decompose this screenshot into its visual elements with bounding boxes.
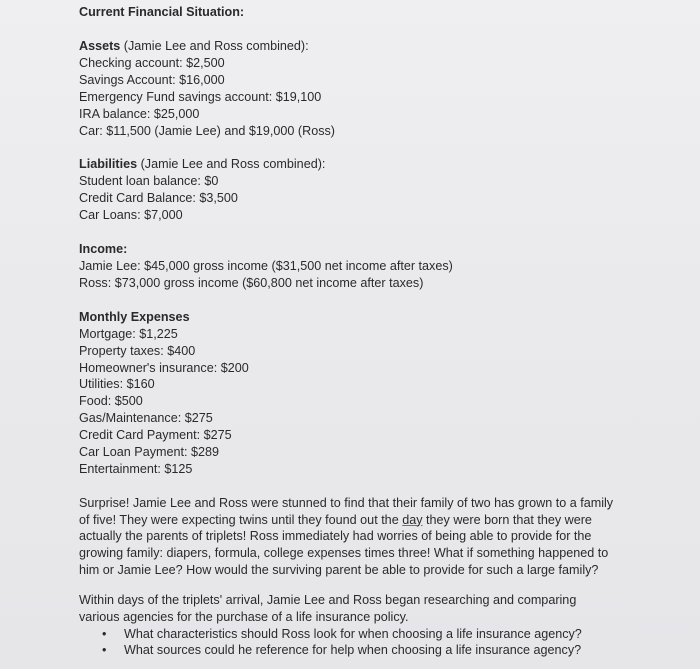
expenses-heading-line — [79, 309, 679, 326]
question-text: What sources could he reference for help when choosing a life insurance agency? — [124, 643, 582, 658]
income-item: Jamie Lee: $45,000 gross income ($31,500 net income after taxes) — [79, 258, 453, 273]
research-paragraph: Within days of the triplets' arrival, Jamie Lee and Ross began researching and comparing various agencies for the purchase of a life insurance policy. — [79, 593, 577, 625]
liabilities-subheading: (Jamie Lee and Ross combined): — [137, 157, 326, 172]
asset-item: Car: $11,500 (Jamie Lee) and $19,000 (Ross) — [79, 123, 335, 138]
question-text: What characteristics should Ross look for when choosing a life insurance agency? — [124, 626, 582, 641]
question-list — [79, 626, 679, 659]
liability-item: Car Loans: $7,000 — [79, 208, 183, 223]
story-text-part1: Surprise! Jamie Lee and Ross were stunned to find that their family of two has grown to a family of five! They were expecting twins until they found out the — [79, 495, 614, 527]
story-paragraph — [79, 495, 624, 579]
expense-item: Car Loan Payment: $289 — [79, 445, 220, 460]
expense-item: Gas/Maintenance: $275 — [79, 411, 213, 426]
income-item: Ross: $73,000 gross income ($60,800 net income after taxes) — [79, 275, 424, 290]
document-content — [79, 4, 679, 659]
expenses-section — [79, 309, 679, 478]
story-text-part2: they were born that they were actually the parents of triplets! Ross immediately had worries of being able to provide for the growing family: diapers, formula, college expenses times three! What if something happened to him or Jamie Lee? How would the surviving parent be able to provide for such a large family? — [79, 512, 609, 577]
asset-item: IRA balance: $25,000 — [79, 106, 200, 121]
page-title: Current Financial Situation: — [79, 5, 245, 19]
expense-item: Food: $500 — [79, 394, 143, 409]
liabilities-heading: Liabilities — [79, 157, 138, 172]
assets-heading: Assets — [79, 39, 121, 53]
list-item — [79, 642, 679, 659]
bullet-icon: • — [102, 626, 107, 641]
list-item — [79, 626, 679, 643]
asset-item: Savings Account: $16,000 — [79, 72, 225, 87]
expenses-heading: Monthly Expenses — [79, 309, 190, 324]
assets-subheading: (Jamie Lee and Ross combined): — [120, 39, 309, 53]
story-underlined-word: day — [402, 512, 423, 527]
assets-heading-line — [79, 38, 679, 55]
expense-item: Mortgage: $1,225 — [79, 326, 178, 341]
bullet-icon: • — [102, 643, 107, 658]
income-section — [79, 241, 679, 292]
assets-section — [79, 38, 679, 139]
asset-item: Checking account: $2,500 — [79, 55, 225, 70]
income-heading: Income: — [79, 242, 128, 257]
liability-item: Credit Card Balance: $3,500 — [79, 191, 238, 206]
expense-item: Credit Card Payment: $275 — [79, 428, 232, 443]
income-heading-line — [79, 241, 679, 258]
asset-item: Emergency Fund savings account: $19,100 — [79, 89, 322, 104]
expense-item: Property taxes: $400 — [79, 343, 196, 358]
liability-item: Student loan balance: $0 — [79, 174, 219, 189]
expense-item: Entertainment: $125 — [79, 461, 193, 476]
liabilities-heading-line — [79, 156, 679, 173]
expense-item: Homeowner's insurance: $200 — [79, 360, 249, 375]
expense-item: Utilities: $160 — [79, 377, 155, 392]
liabilities-section — [79, 156, 679, 224]
